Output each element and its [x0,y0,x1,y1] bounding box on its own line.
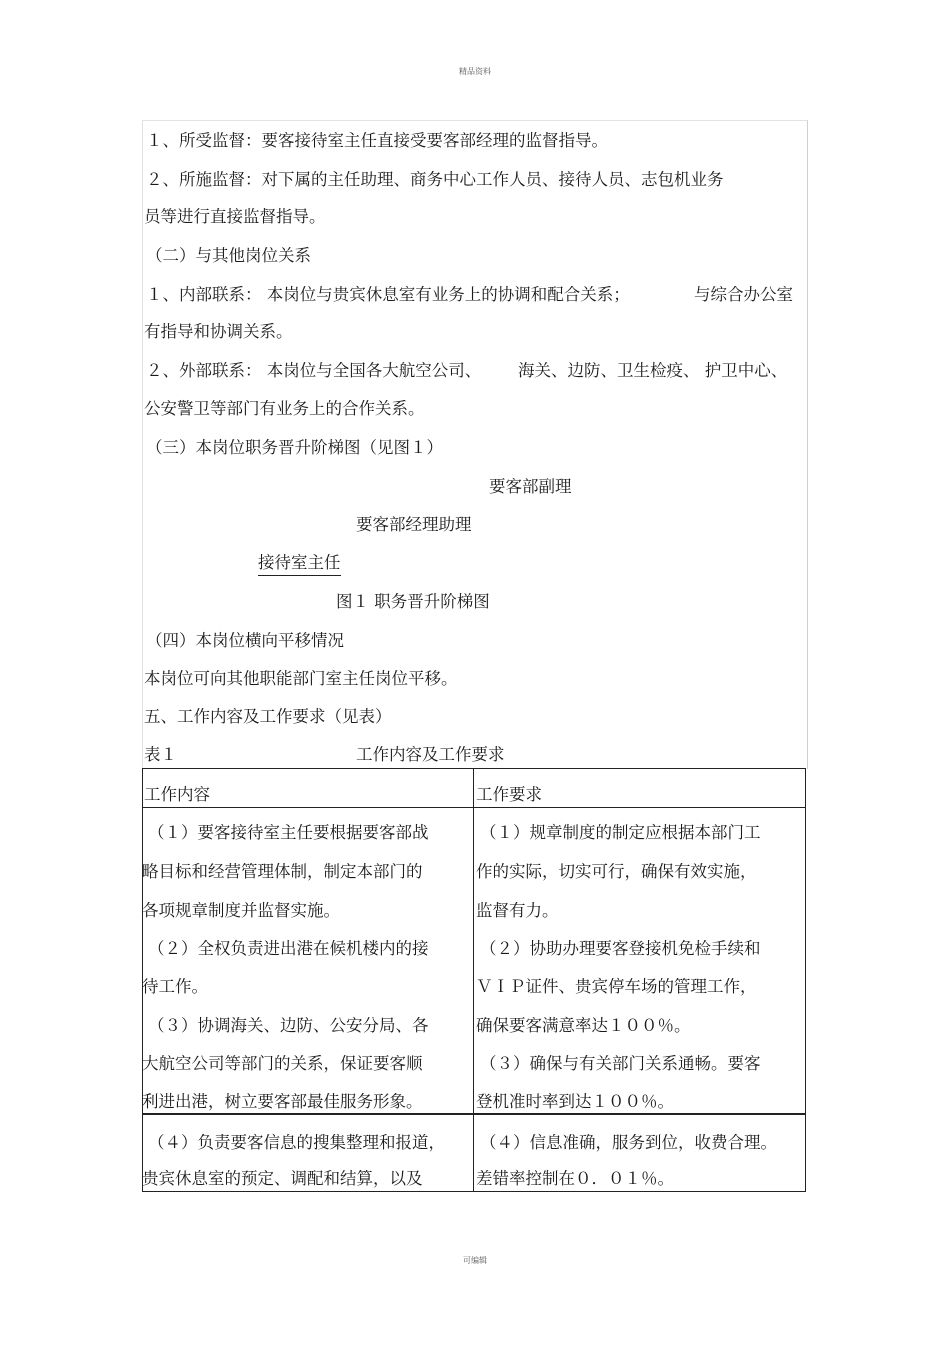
supervision-received: １、所受监督：要客接待室主任直接受要客部经理的监督指导。 [146,131,608,150]
internal-relations: １、内部联系： 本岗位与贵宾休息室有业务上的协调和配合关系； [146,285,630,304]
header-work-content: 工作内容 [144,785,210,804]
table-title: 工作内容及工作要求 [356,745,505,764]
ladder-level-1: 要客部副理 [489,477,572,496]
supervision-given: ２、所施监督：对下属的主任助理、商务中心工作人员、接待人员、志包机业务 [146,170,724,189]
ladder-level-3: 接待室主任 [258,552,341,576]
header-work-requirements: 工作要求 [476,785,542,804]
figure-caption: 图１ 职务晋升阶梯图 [336,592,490,611]
right-cell-line: （４）信息准确，服务到位，收费合理。 [480,1133,777,1152]
left-cell-line: 各项规章制度并监督实施。 [142,901,340,920]
table-header-row [142,768,806,808]
lateral-move: 本岗位可向其他职能部门室主任岗位平移。 [144,669,458,688]
right-cell-line: 登机准时率到达１００％。 [476,1092,674,1111]
right-cell-line: 确保要客满意率达１００％。 [476,1016,691,1035]
ladder-level-2: 要客部经理助理 [356,515,472,534]
section-heading-3: （三）本岗位职务晋升阶梯图（见图１） [146,438,443,457]
left-cell-line: （１）要客接待室主任要根据要客部战 [148,823,429,842]
left-cell-line: （４）负责要客信息的搜集整理和报道， [148,1133,445,1152]
section-heading-2: （二）与其他岗位关系 [146,246,311,265]
left-cell-line: （３）协调海关、边防、公安分局、各 [148,1016,429,1035]
external-relations-2: 海关、边防、卫生检疫、 护卫中心、 [518,361,788,380]
left-cell-line: （２）全权负责进出港在候机楼内的接 [148,939,429,958]
right-cell-line: （１）规章制度的制定应根据本部门工 [480,823,761,842]
right-cell-line: 差错率控制在０．０１％。 [476,1169,674,1188]
right-cell-line: 监督有力。 [476,901,559,920]
left-cell-line: 略目标和经营管理体制，制定本部门的 [142,862,423,881]
left-cell-line: 利进出港，树立要客部最佳服务形象。 [142,1092,423,1111]
internal-relations-2: 与综合办公室 [694,285,793,304]
section-heading-4: （四）本岗位横向平移情况 [146,631,344,650]
internal-relations-cont: 有指导和协调关系。 [144,322,293,341]
right-cell-line: （３）确保与有关部门关系通畅。要客 [480,1054,761,1073]
external-relations-cont: 公安警卫等部门有业务上的合作关系。 [144,399,425,418]
right-cell-line: 作的实际，切实可行，确保有效实施， [476,862,757,881]
table-label: 表１ [144,745,177,764]
header-watermark: 精品资料 [459,67,491,76]
left-cell-line: 贵宾休息室的预定、调配和结算，以及 [142,1169,423,1188]
section-heading-5: 五、工作内容及工作要求（见表） [144,707,392,726]
supervision-given-cont: 员等进行直接监督指导。 [144,207,326,226]
left-cell-line: 待工作。 [142,977,208,996]
footer-watermark: 可编辑 [463,1256,487,1265]
right-cell-line: ＶＩＰ证件、贵宾停车场的管理工作， [476,977,757,996]
left-cell-line: 大航空公司等部门的关系，保证要客顺 [142,1054,423,1073]
external-relations: ２、外部联系： 本岗位与全国各大航空公司、 [146,361,482,380]
right-cell-line: （２）协助办理要客登接机免检手续和 [480,939,761,958]
